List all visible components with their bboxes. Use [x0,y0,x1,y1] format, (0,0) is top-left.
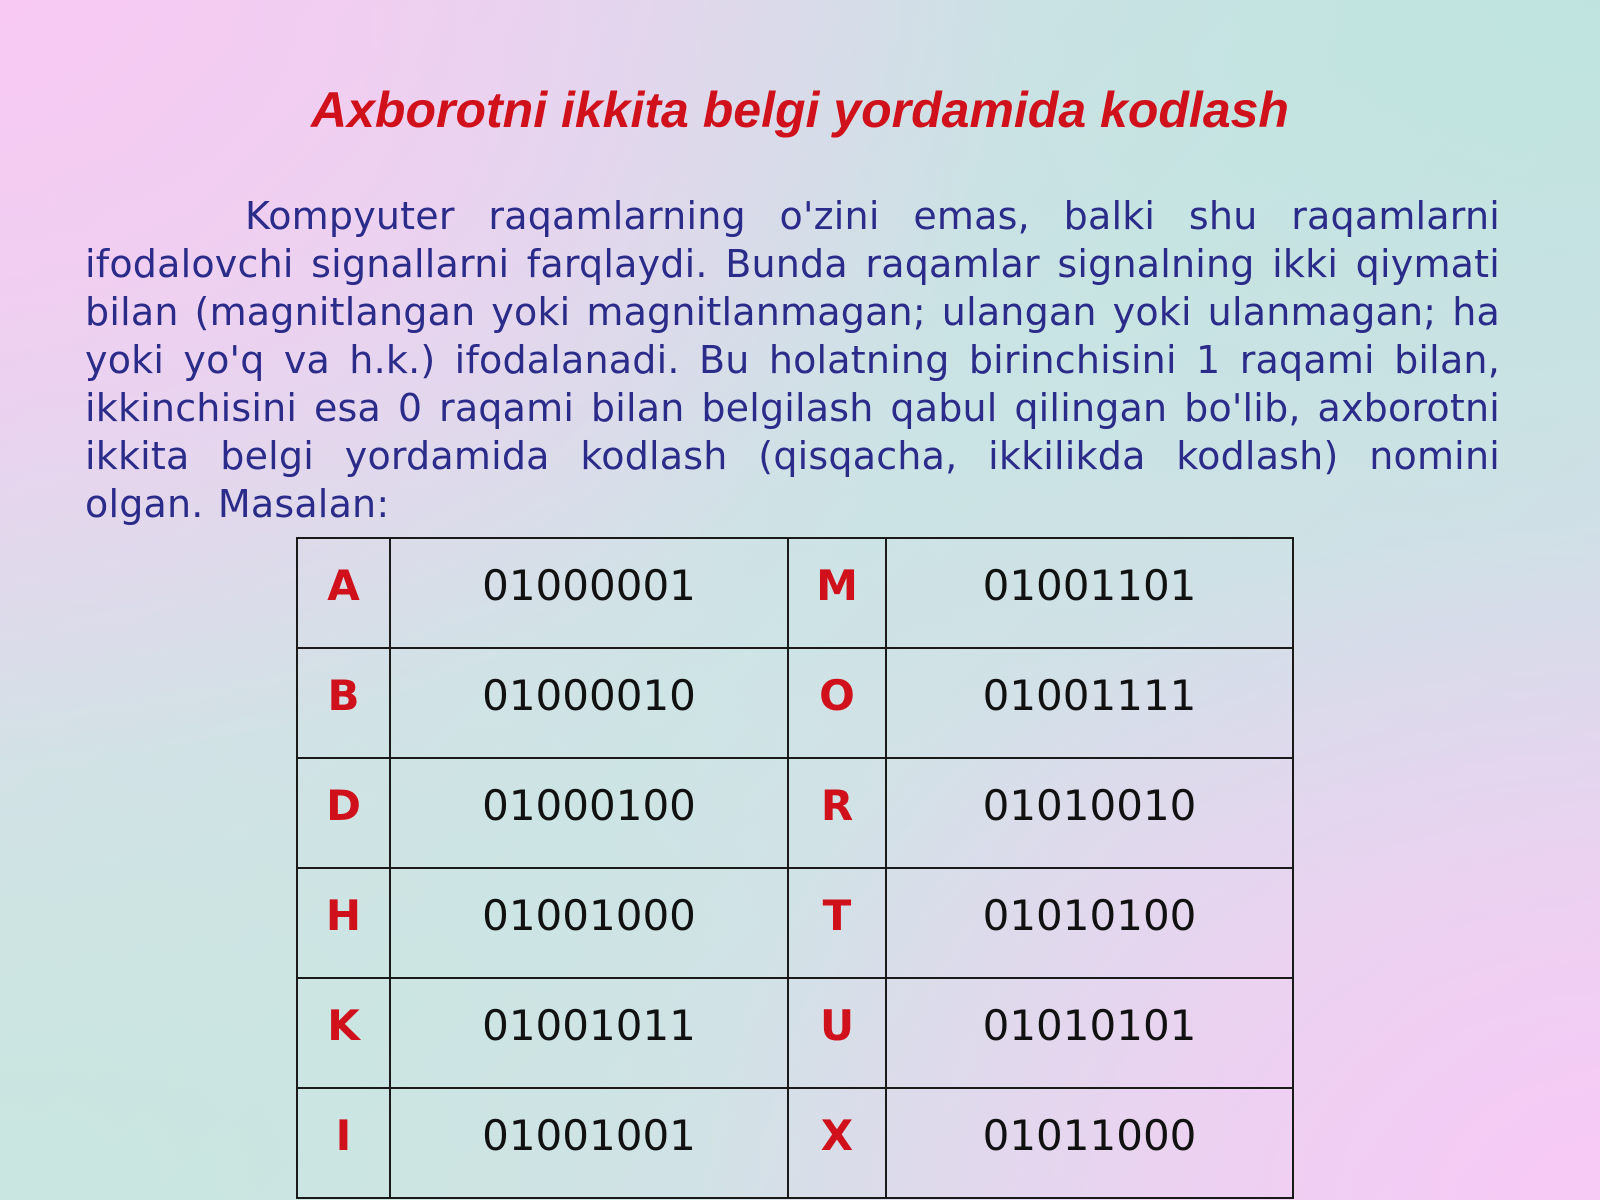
binary-code-cell: 01001101 [886,538,1293,648]
binary-code-cell: 01010010 [886,758,1293,868]
table-row [297,978,1293,1088]
binary-code-table [296,537,1294,1199]
table-row [297,1088,1293,1198]
binary-code-cell: 01001111 [886,648,1293,758]
binary-code-cell: 01001001 [390,1088,788,1198]
letter-cell: H [297,868,390,978]
binary-code-cell: 01001011 [390,978,788,1088]
letter-cell: X [788,1088,886,1198]
binary-code-cell: 01010101 [886,978,1293,1088]
letter-cell: D [297,758,390,868]
table-row [297,648,1293,758]
binary-code-cell: 01000010 [390,648,788,758]
slide-title: Axborotni ikkita belgi yordamida kodlash [311,82,1289,138]
body-paragraph: Kompyuter raqamlarning o'zini emas, balki shu raqamlarni ifodalovchi signallarni farqlaydi. Bunda raqamlar signalning ikki qiymati bilan (magnitlangan yoki magnitlanmagan; ulangan yoki ulanmagan; ha yoki yo'q va h.k.) ifodalanadi. Bu holatning birinchisini 1 raqami bilan, ikkinchisini esa 0 raqami bilan belgilash qabul qilingan bo'lib, axborotni ikkita belgi yordamida kodlash (qisqacha, ikkilikda kodlash) nomini olgan. Masalan: [85,194,1500,526]
table-row [297,758,1293,868]
binary-code-cell: 01000100 [390,758,788,868]
letter-cell: I [297,1088,390,1198]
binary-code-cell: 01001000 [390,868,788,978]
letter-cell: U [788,978,886,1088]
binary-code-cell: 01000001 [390,538,788,648]
table-row [297,868,1293,978]
letter-cell: A [297,538,390,648]
letter-cell: K [297,978,390,1088]
letter-cell: M [788,538,886,648]
binary-code-cell: 01010100 [886,868,1293,978]
letter-cell: O [788,648,886,758]
letter-cell: B [297,648,390,758]
letter-cell: T [788,868,886,978]
binary-code-cell: 01011000 [886,1088,1293,1198]
letter-cell: R [788,758,886,868]
table-row [297,538,1293,648]
